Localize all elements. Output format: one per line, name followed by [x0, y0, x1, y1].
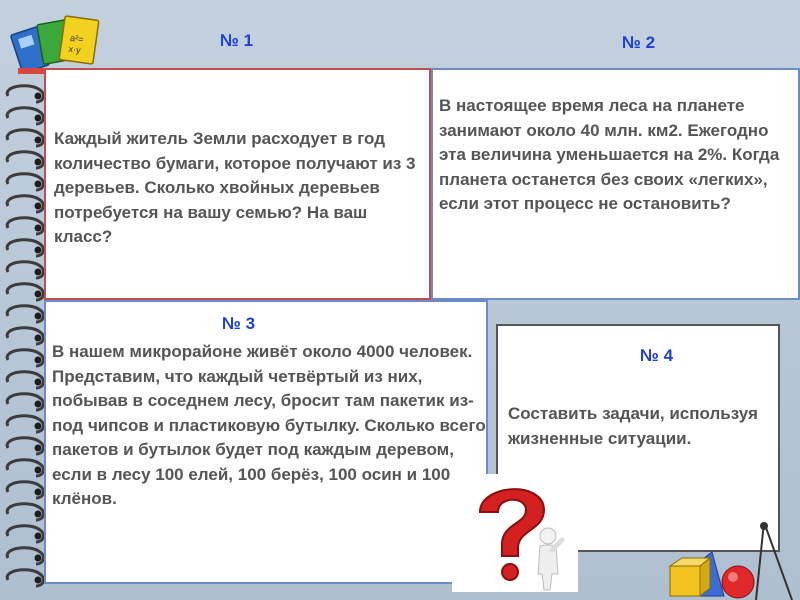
svg-text:a²=: a²= — [69, 32, 85, 45]
spiral-hole — [35, 291, 42, 298]
task1-text: Каждый житель Земли расходует в год количество бумаги, которое получают из 3 деревьев. Сколько хвойных деревьев потребуется на вашу семью? На ваш класс? — [54, 129, 416, 246]
spiral-hole — [35, 401, 42, 408]
spiral-hole — [35, 93, 42, 100]
spiral-hole — [35, 379, 42, 386]
spiral-hole — [35, 357, 42, 364]
spiral-hole — [35, 247, 42, 254]
question-mark-figure-icon — [452, 474, 578, 592]
spiral-hole — [35, 181, 42, 188]
geometry-shapes-icon — [664, 522, 800, 600]
spiral-hole — [35, 577, 42, 584]
spiral-hole — [35, 467, 42, 474]
spiral-hole — [35, 555, 42, 562]
task4-number: № 4 — [640, 346, 674, 365]
task2-number: № 2 — [622, 33, 656, 52]
spiral-hole — [35, 533, 42, 540]
task3-card — [44, 300, 488, 584]
task1-number: № 1 — [220, 31, 254, 50]
spiral-hole — [35, 203, 42, 210]
spiral-hole — [35, 511, 42, 518]
spiral-hole — [35, 445, 42, 452]
spiral-hole — [35, 137, 42, 144]
task3-text: В нашем микрорайоне живёт около 4000 человек. Представим, что каждый четвёртый из них, побывав в соседнем лесу, бросит там пакетик из-под чипсов и пластиковую бутылку. Сколько всего пакетов и бутылок будет под каждым деревом, если в лесу 100 елей, 100 берёз, 100 осин и 100 клёнов. — [52, 342, 486, 508]
spiral-hole — [35, 269, 42, 276]
spiral-hole — [35, 313, 42, 320]
spiral-hole — [35, 335, 42, 342]
spiral-hole — [35, 159, 42, 166]
spiral-hole — [35, 115, 42, 122]
spiral-hole — [35, 489, 42, 496]
spiral-binding-icon — [0, 0, 46, 600]
task3-number: № 3 — [222, 314, 256, 333]
svg-text:x·y: x·y — [67, 43, 82, 56]
task2-text: В настоящее время леса на планете занимают около 40 млн. км2. Ежегодно эта величина уменьшается на 2%. Когда планета останется без своих «легких», если этот процесс не остановить? — [439, 96, 780, 213]
task4-text: Составить задачи, используя жизненные ситуации. — [508, 404, 758, 448]
spiral-hole — [35, 225, 42, 232]
spiral-hole — [35, 423, 42, 430]
task1-card — [44, 68, 431, 300]
task2-card — [431, 68, 800, 300]
